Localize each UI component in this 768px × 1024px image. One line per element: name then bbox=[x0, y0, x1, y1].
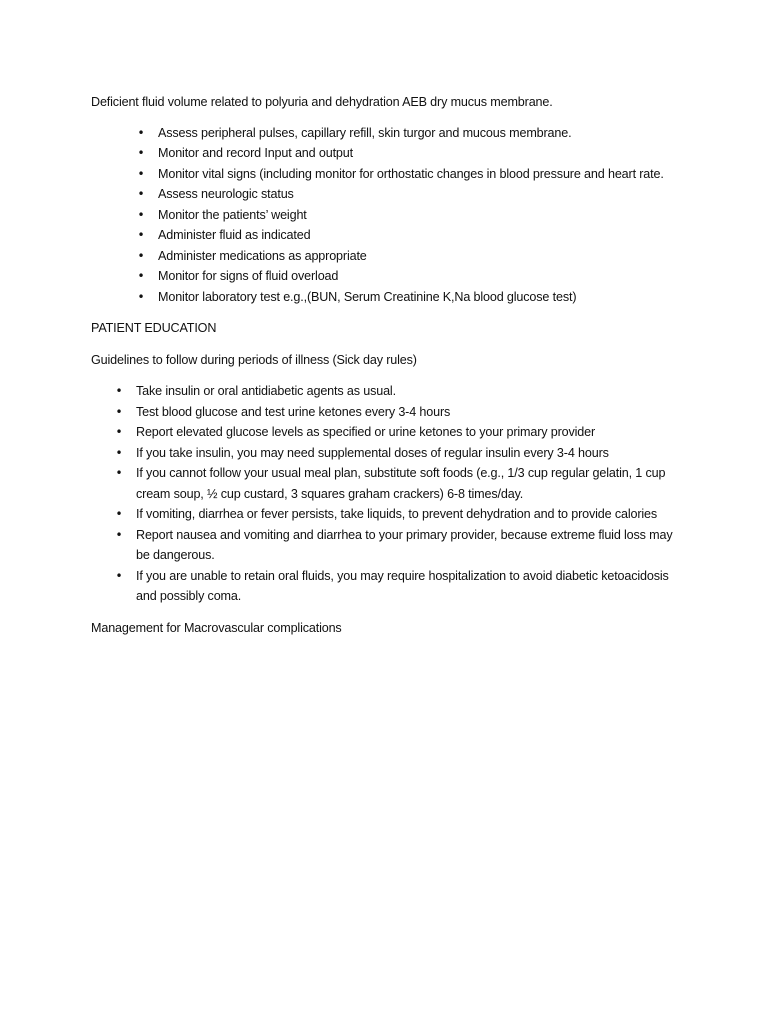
list-item bbox=[91, 566, 681, 607]
document-body bbox=[91, 92, 681, 650]
sick-day-rules-list bbox=[91, 381, 681, 607]
list-item bbox=[91, 184, 681, 205]
list-item-text: Take insulin or oral antidiabetic agents as usual. bbox=[136, 384, 396, 398]
list-item-text: Assess peripheral pulses, capillary refill, skin turgor and mucous membrane. bbox=[158, 125, 572, 140]
list-item bbox=[91, 422, 681, 443]
bullet-icon: • bbox=[115, 568, 123, 583]
list-item-text: If vomiting, diarrhea or fever persists, take liquids, to prevent dehydration and to provide calories bbox=[136, 507, 658, 521]
patient-education-heading: PATIENT EDUCATION bbox=[91, 321, 217, 335]
bullet-icon: • bbox=[115, 445, 123, 460]
list-item-text: Report nausea and vomiting and diarrhea to your primary provider, because extreme fluid loss may be dangerous. bbox=[136, 527, 673, 562]
list-item bbox=[91, 266, 681, 287]
list-item-text: Monitor and record Input and output bbox=[158, 146, 353, 160]
list-item bbox=[91, 225, 681, 246]
bullet-icon: • bbox=[115, 384, 123, 398]
bullet-icon: • bbox=[137, 228, 145, 242]
list-item bbox=[91, 402, 681, 423]
bullet-icon: • bbox=[115, 507, 123, 521]
list-item-text: If you cannot follow your usual meal plan, substitute soft foods (e.g., 1/3 cup regular gelatin, 1 cup cream soup, ½ cup custard, 3 squares graham crackers) 6-8 times/day. bbox=[136, 466, 666, 501]
list-item-text: Monitor laboratory test e.g.,(BUN, Serum Creatinine K,Na blood glucose test) bbox=[158, 289, 577, 304]
list-item-text: If you take insulin, you may need supplemental doses of regular insulin every 3-4 hours bbox=[136, 445, 609, 460]
bullet-icon: • bbox=[137, 289, 145, 304]
bullet-icon: • bbox=[137, 187, 145, 201]
list-item bbox=[91, 504, 681, 525]
list-item-text: Test blood glucose and test urine ketones every 3-4 hours bbox=[136, 404, 451, 419]
list-item bbox=[91, 463, 681, 504]
list-item-text: Monitor the patients’ weight bbox=[158, 207, 307, 222]
list-item-text: Monitor for signs of fluid overload bbox=[158, 269, 339, 283]
bullet-icon: • bbox=[115, 466, 123, 480]
bullet-icon: • bbox=[115, 404, 123, 419]
bullet-icon: • bbox=[137, 125, 145, 140]
list-item bbox=[91, 443, 681, 464]
list-item-text: Administer medications as appropriate bbox=[158, 248, 367, 263]
bullet-icon: • bbox=[137, 207, 145, 222]
bullet-icon: • bbox=[115, 425, 123, 439]
guidelines-intro: Guidelines to follow during periods of illness (Sick day rules) bbox=[91, 352, 417, 367]
list-item bbox=[91, 143, 681, 164]
bullet-icon: • bbox=[137, 146, 145, 160]
bullet-icon: • bbox=[137, 269, 145, 283]
list-item bbox=[91, 164, 681, 185]
list-item-text: Report elevated glucose levels as specified or urine ketones to your primary provider bbox=[136, 425, 596, 439]
bullet-icon: • bbox=[115, 527, 123, 542]
list-item-text: Monitor vital signs (including monitor for orthostatic changes in blood pressure and heart rate. bbox=[158, 166, 664, 181]
assessment-list bbox=[91, 123, 681, 308]
list-item bbox=[91, 246, 681, 267]
list-item-text: Assess neurologic status bbox=[158, 187, 294, 201]
bullet-icon: • bbox=[137, 248, 145, 263]
list-item bbox=[91, 525, 681, 566]
list-item bbox=[91, 205, 681, 226]
list-item bbox=[91, 381, 681, 402]
intro-paragraph: Deficient fluid volume related to polyuria and dehydration AEB dry mucus membrane. bbox=[91, 95, 553, 109]
list-item bbox=[91, 287, 681, 308]
list-item-text: Administer fluid as indicated bbox=[158, 228, 311, 242]
bullet-icon: • bbox=[137, 166, 145, 181]
macrovascular-heading: Management for Macrovascular complications bbox=[91, 620, 342, 635]
list-item bbox=[91, 123, 681, 144]
list-item-text: If you are unable to retain oral fluids, you may require hospitalization to avoid diabetic ketoacidosis and possibly coma. bbox=[136, 568, 669, 603]
